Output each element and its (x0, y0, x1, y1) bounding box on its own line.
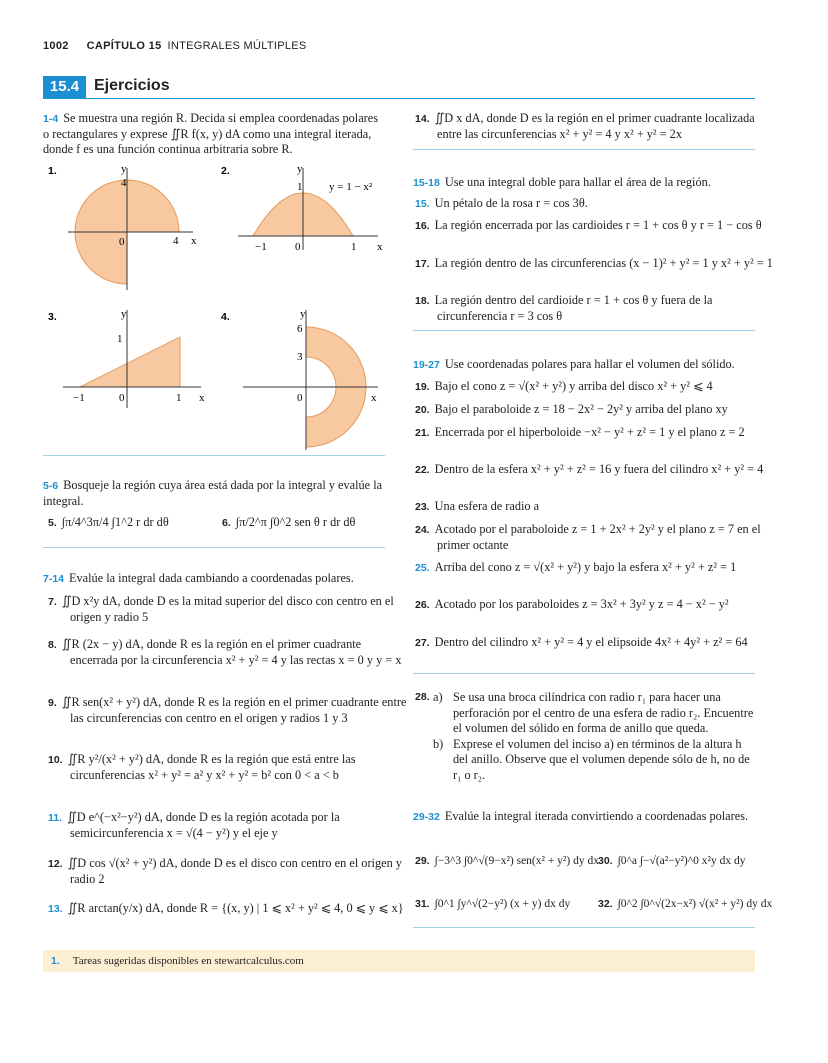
exercise-number: 5. (48, 517, 57, 529)
region-3 (80, 337, 180, 387)
region-1b (127, 180, 179, 232)
exercise-number: 17. (415, 258, 430, 270)
range-label: 5-6 (43, 480, 59, 492)
footnote-box (43, 950, 755, 972)
text: Acotado por los paraboloides z = 3x² + 3y² y z = 4 − x² − y² (434, 597, 729, 611)
exercise-number: 27. (415, 637, 430, 649)
figure-label-3: 3. (48, 311, 57, 323)
exercise-number: 12. (48, 858, 63, 870)
exercise-22 (415, 462, 777, 478)
exercise-number: 14. (415, 113, 430, 125)
exercise-23 (415, 499, 777, 515)
exercise-number: 29. (415, 855, 430, 867)
exercise-26 (415, 597, 777, 613)
exercise-number: 8. (48, 639, 57, 651)
text: ∫0^1 ∫y^√(2−y²) (x + y) dx dy (434, 898, 571, 910)
exercise-text: ∫π/4^3π/4 ∫1^2 r dr dθ (61, 515, 169, 529)
text: 1 (351, 241, 357, 253)
text: −1 (73, 392, 85, 404)
exercise-number: 20. (415, 404, 430, 416)
text: y (121, 163, 127, 175)
exercise-9 (48, 695, 410, 726)
exercise-31 (415, 898, 570, 910)
text: Exprese el volumen del inciso a) en términos de la altura h del anillo. Observe que el volumen depende sólo de h, no de r₁ o r₂. (453, 736, 750, 782)
exercise-25 (415, 560, 777, 576)
exercise-number: 23. (415, 501, 430, 513)
exercise-8 (48, 637, 410, 668)
text: Acotado por el paraboloide z = 1 + 2x² + 2y² y el plano z = 7 en el primer octante (434, 522, 761, 552)
instructions-29-32 (413, 809, 753, 825)
divider (413, 927, 755, 928)
text: ∫0^2 ∫0^√(2x−x²) √(x² + y²) dy dx (617, 898, 773, 910)
exercise-20 (415, 402, 777, 418)
exercise-15 (415, 196, 777, 212)
exercise-18 (415, 293, 777, 324)
exercise-number: 21. (415, 427, 430, 439)
exercise-number: 31. (415, 898, 430, 910)
text: ∬R (2x − y) dA, donde R es la región en el primer cuadrante encerrada por la circunferencia x² + y² = 4 y las rectas x = 0 y y = x (61, 637, 402, 667)
instructions-15-18 (413, 175, 753, 191)
exercise-10 (48, 752, 410, 783)
text: 4 (121, 177, 127, 189)
instruction-text: Evalúe la integral dada cambiando a coordenadas polares. (69, 571, 354, 585)
exercise-28 (415, 690, 755, 783)
figure-label-4: 4. (221, 311, 230, 323)
text: ∫0^a ∫−√(a²−y²)^0 x²y dx dy (617, 855, 746, 867)
text: x (377, 241, 383, 253)
exercise-number: 15-18 (413, 177, 440, 189)
text: ∬R y²/(x² + y²) dA, donde R es la región que está entre las circunferencias x² + y² = a² y x² + y² = b² con 0 < a < b (67, 752, 356, 782)
text: ∫−3^3 ∫0^√(9−x²) sen(x² + y²) dy dx (434, 855, 599, 867)
text: ∬D x dA, donde D es la región en el primer cuadrante localizada entre las circunferencias x² + y² = 4 y x² + y² = 2x (434, 111, 755, 141)
divider (413, 149, 755, 150)
text: 4 (173, 235, 179, 247)
exercise-21 (415, 425, 777, 441)
exercise-number: 19. (415, 381, 430, 393)
exercise-number: 29-32 (413, 811, 440, 823)
text: Arriba del cono z = √(x² + y²) y bajo la esfera x² + y² + z² = 1 (434, 560, 737, 574)
chapter-label: CAPÍTULO 15 (86, 40, 162, 52)
instructions-19-27 (413, 357, 753, 373)
text: b) (433, 736, 444, 751)
divider (413, 330, 755, 331)
exercise-number: 13. (48, 903, 63, 915)
text: y = 1 − x² (329, 181, 373, 193)
text: 0 (297, 392, 303, 404)
exercise-number: 26. (415, 599, 430, 611)
exercise-number: 32. (598, 898, 613, 910)
text: 0 (295, 241, 301, 253)
text: ∬D x²y dA, donde D es la mitad superior del disco con centro en el origen y radio 5 (61, 594, 394, 624)
exercise-14 (415, 111, 777, 142)
text: y (121, 308, 127, 320)
text: Dentro de la esfera x² + y² + z² = 16 y fuera del cilindro x² + y² = 4 (434, 462, 764, 476)
exercise-number: 15. (415, 198, 430, 210)
exercise-6 (222, 515, 355, 530)
exercise-number: 19-27 (413, 359, 440, 371)
text: ∬R arctan(y/x) dA, donde R = {(x, y) | 1 ⩽ x² + y² ⩽ 4, 0 ⩽ y ⩽ x} (67, 901, 404, 915)
chapter-title: INTEGRALES MÚLTIPLES (167, 40, 307, 52)
text: a) (433, 690, 443, 704)
exercise-number: 11. (48, 812, 63, 824)
instruction-text: Bosqueje la región cuya área está dada por la integral y evalúe la integral. (43, 478, 383, 508)
exercise-11 (48, 810, 410, 841)
exercise-number: 7. (48, 596, 57, 608)
text: 0 (119, 236, 125, 248)
text: Se usa una broca cilíndrica con radio r₁ para hacer una perforación por el centro de una esfera de radio r₂. Encuentre el volumen del sólido en forma de anillo que queda. (453, 690, 754, 735)
text: 0 (119, 392, 125, 404)
footnote-text[interactable]: Tareas sugeridas disponibles en stewartcalculus.com (72, 955, 304, 967)
exercise-number: 22. (415, 464, 430, 476)
text: ∬D e^(−x²−y²) dA, donde D es la región acotada por la semicircunferencia x = √(4 − y²) y el eje y (67, 810, 340, 840)
text: 6 (297, 323, 303, 335)
section-divider (43, 98, 755, 99)
text: La región dentro del cardioide r = 1 + cos θ y fuera de la circunferencia r = 3 cos θ (434, 293, 713, 323)
exercise-number: 30. (598, 855, 613, 867)
text: Bajo el cono z = √(x² + y²) y arriba del disco x² + y² ⩽ 4 (434, 379, 713, 393)
exercise-29 (415, 855, 599, 867)
text: ∬D cos √(x² + y²) dA, donde D es el disco con centro en el origen y radio 2 (67, 856, 402, 886)
exercise-number: 18. (415, 295, 430, 307)
text: La región dentro de las circunferencias (x − 1)² + y² = 1 y x² + y² = 1 (434, 256, 773, 270)
instructions-7-14 (43, 571, 383, 587)
exercise-number: 24. (415, 524, 430, 536)
section-number: 15.4 (43, 76, 86, 98)
text: Un pétalo de la rosa r = cos 3θ. (434, 196, 588, 210)
exercise-24 (415, 522, 777, 553)
exercise-17 (415, 256, 777, 272)
text: Use coordenadas polares para hallar el volumen del sólido. (444, 357, 735, 371)
text: Encerrada por el hiperboloide −x² − y² + z² = 1 y el plano z = 2 (434, 425, 745, 439)
divider (413, 673, 755, 674)
exercise-30 (598, 855, 745, 867)
exercise-27 (415, 635, 777, 651)
range-label: 1-4 (43, 113, 59, 125)
text: La región encerrada por las cardioides r = 1 + cos θ y r = 1 − cos θ (434, 218, 762, 232)
figure-label-2: 2. (221, 165, 230, 177)
range-label: 7-14 (43, 573, 65, 585)
instructions-5-6 (43, 478, 383, 509)
text: 1 (176, 392, 182, 404)
text: x (191, 235, 197, 247)
text: x (371, 392, 377, 404)
instruction-text: Se muestra una región R. Decida si emplea coordenadas polares o rectangulares y exprese ∬R f(x, y) dA como una integral iterada, donde f es una función continua arbitraria sobre R. (43, 111, 379, 156)
exercise-number: 16. (415, 220, 430, 232)
region-figures (43, 160, 388, 450)
text: Dentro del cilindro x² + y² = 4 y el elipsoide 4x² + 4y² + z² = 64 (434, 635, 748, 649)
text: Bajo el paraboloide z = 18 − 2x² − 2y² y arriba del plano xy (434, 402, 728, 416)
text: 1 (297, 181, 303, 193)
exercise-number: 6. (222, 517, 231, 529)
text: x (199, 392, 205, 404)
exercise-number: 9. (48, 697, 57, 709)
exercise-number: 28. (415, 691, 430, 703)
exercise-13 (48, 901, 410, 917)
instructions-1-4 (43, 111, 383, 157)
text: 3 (297, 351, 303, 363)
text: Evalúe la integral iterada convirtiendo a coordenadas polares. (444, 809, 749, 823)
exercise-19 (415, 379, 777, 395)
text: −1 (255, 241, 267, 253)
page-number: 1002 (43, 40, 69, 52)
exercise-7 (48, 594, 410, 625)
exercise-number: 10. (48, 754, 63, 766)
running-header (43, 40, 307, 52)
exercise-text: ∫π/2^π ∫0^2 sen θ r dr dθ (235, 515, 356, 529)
exercise-12 (48, 856, 410, 887)
text: ∬R sen(x² + y²) dA, donde R es la región en el primer cuadrante entre las circunferencias con centro en el origen y radios 1 y 3 (61, 695, 407, 725)
text: y (297, 163, 303, 175)
figure-label-1: 1. (48, 165, 57, 177)
exercise-5 (48, 515, 169, 530)
section-title: Ejercicios (94, 77, 170, 94)
exercise-16 (415, 218, 777, 234)
divider (43, 547, 385, 548)
text: Use una integral doble para hallar el área de la región. (444, 175, 711, 189)
text: y (300, 308, 306, 320)
exercise-number: 1. (51, 955, 60, 967)
exercise-number: 25. (415, 562, 430, 574)
exercise-32 (598, 898, 772, 910)
text: 1 (117, 333, 123, 345)
text: Una esfera de radio a (434, 499, 540, 513)
divider (43, 455, 385, 456)
